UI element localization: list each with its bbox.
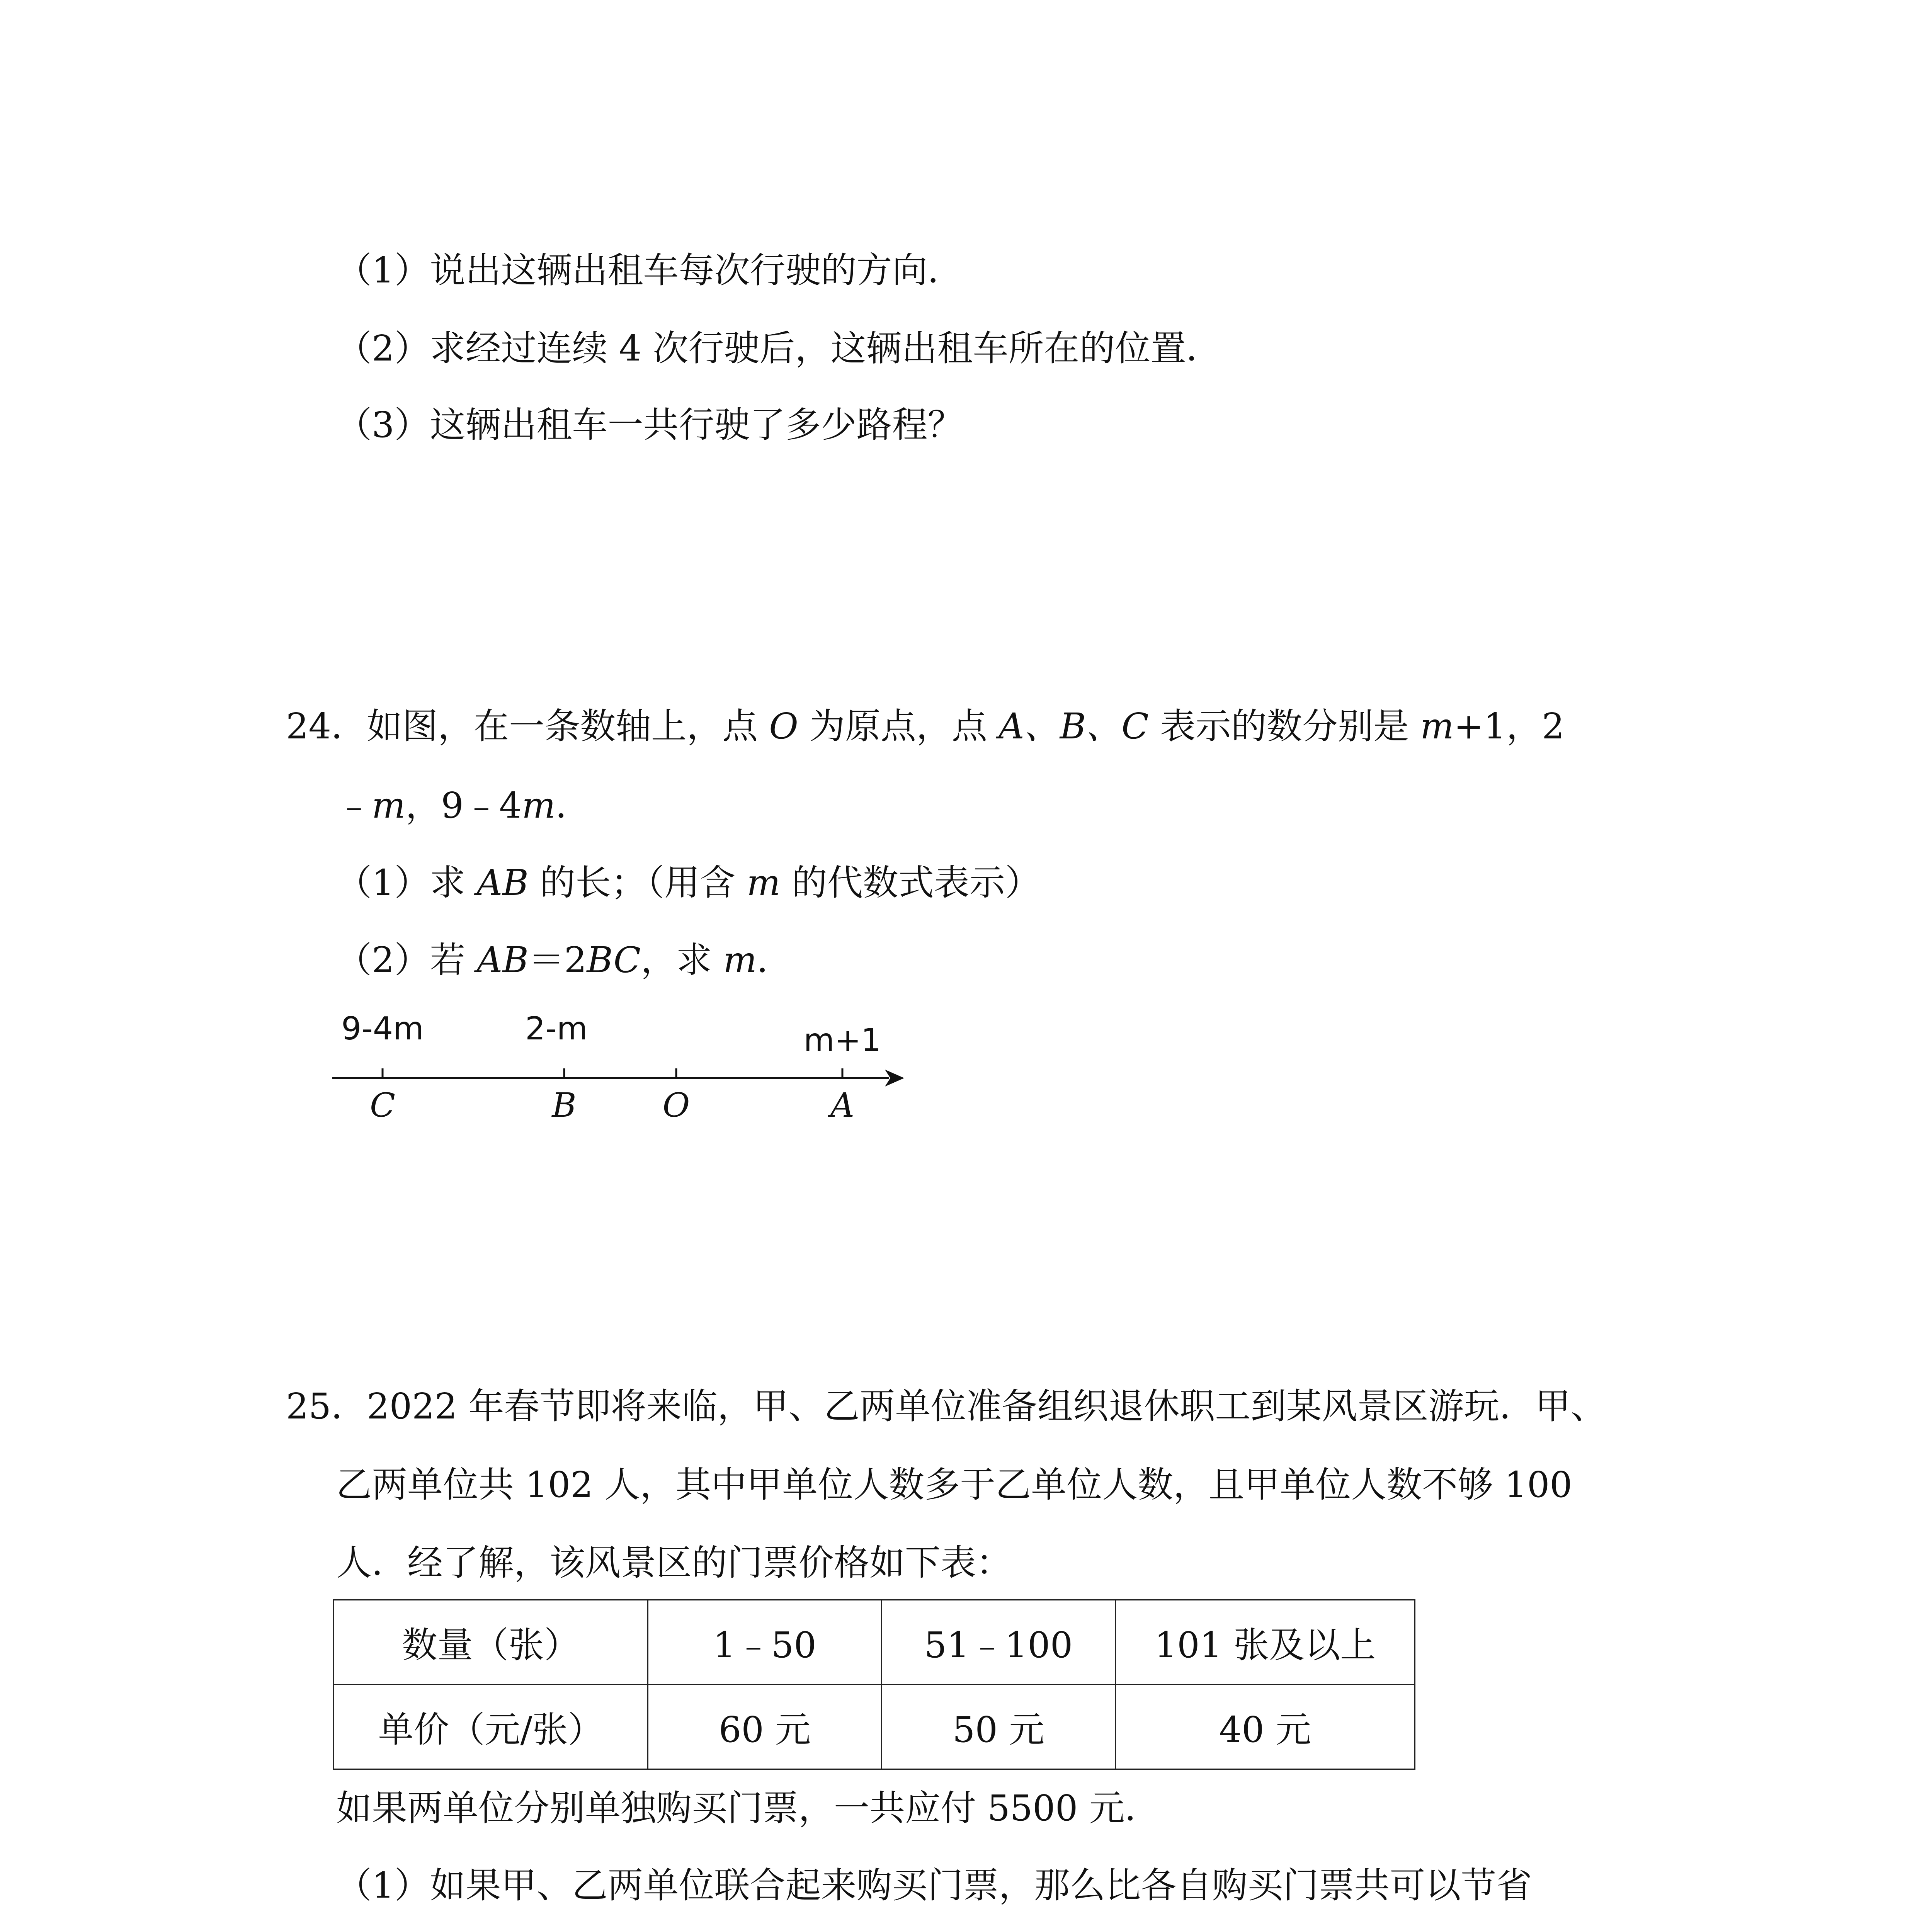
q24-stem-line2 <box>336 782 591 829</box>
q24-stem-text: ，9﹣4 <box>405 785 522 826</box>
table-cell: 101 张及以上 <box>1116 1600 1415 1685</box>
point-label-a: A <box>830 1086 855 1124</box>
value-label-b: 2-m <box>525 1010 588 1047</box>
q24-sub2-text: ． <box>757 939 793 981</box>
q24-sub2-text: ＝2 <box>528 939 587 981</box>
var-m: m <box>1420 706 1454 747</box>
q25-stem-line2: 乙两单位共 102 人，其中甲单位人数多于乙单位人数，且甲单位人数不够 100 <box>336 1464 1572 1505</box>
q25-stem-line3: 人．经了解，该风景区的门票价格如下表： <box>336 1542 1012 1583</box>
q24-sub1-text: 的代数式表示） <box>780 862 1041 903</box>
var-m: m <box>522 785 556 826</box>
var-m: m <box>372 785 406 826</box>
q24-stem-line1 <box>286 703 1565 750</box>
table-cell: 数量（张） <box>334 1600 648 1685</box>
point-label-c: C <box>370 1086 395 1124</box>
value-label-c: 9-4m <box>341 1010 424 1047</box>
ticket-price-table <box>333 1599 1415 1770</box>
q24-stem-text: ． <box>555 785 591 826</box>
q25-sub1-line1: （1）如果甲、乙两单位联合起来购买门票，那么比各自购买门票共可以节省 <box>336 1865 1532 1906</box>
q25-stem-text: 2022 年春节即将来临，甲、乙两单位准备组织退休职工到某风景区游玩．甲、 <box>367 1386 1606 1427</box>
q24-stem-text: 如图，在一条数轴上，点 <box>367 706 769 747</box>
table-row <box>334 1600 1415 1685</box>
number-line-figure <box>332 997 920 1124</box>
q24-sub2-text: ，求 <box>641 939 723 981</box>
table-cell: 1﹣50 <box>648 1600 882 1685</box>
q24-stem-text: 为原点，点 <box>798 706 999 747</box>
var-m: m <box>747 862 781 903</box>
q25-after-table: 如果两单位分别单独购买门票，一共应付 5500 元． <box>336 1787 1160 1829</box>
q24-sub2-text: （2）若 <box>336 939 477 981</box>
table-cell: 50 元 <box>882 1685 1116 1769</box>
q24-sub1-text: （1）求 <box>336 862 477 903</box>
q24-sub1 <box>336 860 1041 906</box>
q24-stem-text: 表示的数分别是 <box>1148 706 1420 747</box>
table-cell: 60 元 <box>648 1685 882 1769</box>
point-o-label: O <box>769 706 798 747</box>
q24-stem-text: ﹣ <box>336 785 372 826</box>
q24-number: 24． <box>286 706 367 747</box>
point-label-b: B <box>552 1086 577 1124</box>
point-label-o: O <box>662 1086 690 1124</box>
q24-stem-text: +1，2 <box>1454 706 1565 747</box>
segment-ab: AB <box>476 939 529 981</box>
table-cell: 单价（元/张） <box>334 1685 648 1769</box>
q24-sub1-text: 的长；（用含 <box>528 862 747 903</box>
q23-sub1: （1）说出这辆出租车每次行驶的方向． <box>336 250 963 291</box>
segment-bc: BC <box>587 939 641 981</box>
table-cell: 40 元 <box>1116 1685 1415 1769</box>
value-label-a: m+1 <box>803 1022 881 1059</box>
points-abc-label: A、B、C <box>998 706 1149 747</box>
q23-sub3: （3）这辆出租车一共行驶了多少路程？ <box>336 404 963 446</box>
q24-sub2 <box>336 937 793 983</box>
q25-stem-line1 <box>286 1383 1606 1430</box>
table-cell: 51﹣100 <box>882 1600 1116 1685</box>
segment-ab: AB <box>476 862 529 903</box>
q23-sub2: （2）求经过连续 4 次行驶后，这辆出租车所在的位置． <box>336 328 1222 369</box>
q25-number: 25． <box>286 1386 367 1427</box>
table-row <box>334 1685 1415 1769</box>
var-m: m <box>723 939 757 981</box>
